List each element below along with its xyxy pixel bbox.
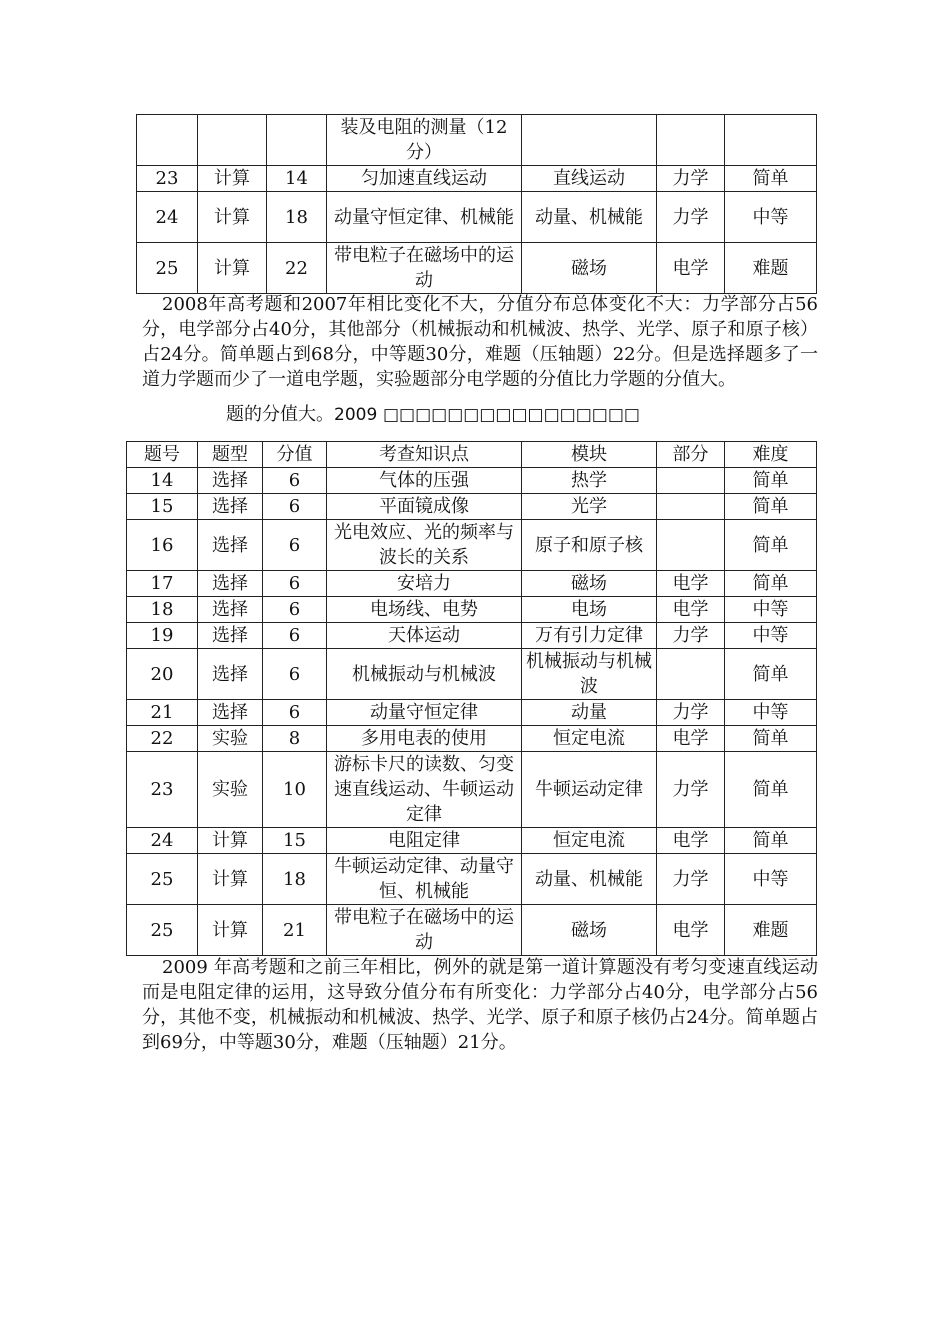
table-cell: 10 xyxy=(263,752,327,828)
table-cell xyxy=(657,649,725,700)
table-cell: 17 xyxy=(127,571,198,597)
table-cell: 18 xyxy=(263,854,327,905)
table-cell: 6 xyxy=(263,520,327,571)
table-row xyxy=(127,571,817,597)
table-cell: 25 xyxy=(127,905,198,956)
table-cell: 光学 xyxy=(522,494,657,520)
table-row xyxy=(127,597,817,623)
table-cell: 计算 xyxy=(198,192,267,243)
table-cell: 带电粒子在磁场中的运动 xyxy=(327,905,522,956)
table-cell xyxy=(725,115,817,166)
table-row xyxy=(127,700,817,726)
table-cell: 20 xyxy=(127,649,198,700)
table-row xyxy=(137,243,817,294)
table-cell: 6 xyxy=(263,468,327,494)
table-cell: 天体运动 xyxy=(327,623,522,649)
table-cell: 安培力 xyxy=(327,571,522,597)
table-cell: 电场 xyxy=(522,597,657,623)
table-row xyxy=(137,192,817,243)
table-cell: 计算 xyxy=(198,828,263,854)
table-cell: 简单 xyxy=(725,752,817,828)
table-cell: 磁场 xyxy=(522,243,657,294)
table-cell: 中等 xyxy=(725,700,817,726)
table-cell: 选择 xyxy=(198,597,263,623)
table-cell: 中等 xyxy=(725,623,817,649)
table-cell: 18 xyxy=(267,192,327,243)
table-cell: 力学 xyxy=(657,623,725,649)
table-cell: 动量、机械能 xyxy=(522,854,657,905)
table-cell: 题号 xyxy=(127,442,198,468)
table-cell: 动量守恒定律 xyxy=(327,700,522,726)
table-cell: 动量、机械能 xyxy=(522,192,657,243)
table-cell: 动量守恒定律、机械能 xyxy=(327,192,522,243)
table-cell: 6 xyxy=(263,597,327,623)
table-row xyxy=(127,905,817,956)
table-cell: 22 xyxy=(127,726,198,752)
table-cell: 计算 xyxy=(198,905,263,956)
table-cell: 6 xyxy=(263,623,327,649)
table-cell: 题型 xyxy=(198,442,263,468)
table-cell xyxy=(657,520,725,571)
table-cell: 电学 xyxy=(657,828,725,854)
table-cell: 14 xyxy=(127,468,198,494)
table-cell: 简单 xyxy=(725,494,817,520)
table-cell: 难题 xyxy=(725,243,817,294)
table-row xyxy=(127,520,817,571)
table-cell: 部分 xyxy=(657,442,725,468)
table-cell: 选择 xyxy=(198,571,263,597)
table-cell: 19 xyxy=(127,623,198,649)
table-cell: 平面镜成像 xyxy=(327,494,522,520)
table-cell xyxy=(522,115,657,166)
table-cell: 22 xyxy=(267,243,327,294)
table-cell: 14 xyxy=(267,166,327,192)
analysis-paragraph-2008: 2008年高考题和2007年相比变化不大，分值分布总体变化不大：力学部分占56分，电学部分占40分，其他部分（机械振动和机械波、热学、光学、原子和原子核）占24分。简单题占到68分，中等题30分，难题（压轴题）22分。但是选择题多了一道力学题而少了一道电学题，实验题部分电学题的分值比力学题的分值大。 xyxy=(142,294,818,390)
table-cell: 牛顿运动定律 xyxy=(522,752,657,828)
score-table-2008-continued xyxy=(136,114,817,294)
table-cell: 21 xyxy=(263,905,327,956)
table-cell: 万有引力定律 xyxy=(522,623,657,649)
table-cell: 气体的压强 xyxy=(327,468,522,494)
table-cell: 多用电表的使用 xyxy=(327,726,522,752)
table-cell: 23 xyxy=(137,166,198,192)
table-cell: 简单 xyxy=(725,571,817,597)
table-cell: 中等 xyxy=(725,854,817,905)
table-cell: 选择 xyxy=(198,520,263,571)
table-cell xyxy=(657,494,725,520)
table-cell: 选择 xyxy=(198,700,263,726)
table-cell: 选择 xyxy=(198,494,263,520)
table-cell xyxy=(137,115,198,166)
table-cell: 16 xyxy=(127,520,198,571)
table-cell: 电场线、电势 xyxy=(327,597,522,623)
table-cell: 热学 xyxy=(522,468,657,494)
table-cell: 机械振动与机械波 xyxy=(327,649,522,700)
table-cell: 机械振动与机械波 xyxy=(522,649,657,700)
table-cell: 计算 xyxy=(198,854,263,905)
table-cell: 电学 xyxy=(657,243,725,294)
table-cell: 计算 xyxy=(198,243,267,294)
table-cell: 匀加速直线运动 xyxy=(327,166,522,192)
table-cell: 24 xyxy=(137,192,198,243)
table-cell: 23 xyxy=(127,752,198,828)
table-cell: 模块 xyxy=(522,442,657,468)
table-cell: 难题 xyxy=(725,905,817,956)
table-row xyxy=(127,494,817,520)
table-row xyxy=(127,726,817,752)
table-cell: 力学 xyxy=(657,752,725,828)
table-cell: 电学 xyxy=(657,597,725,623)
table-cell: 25 xyxy=(137,243,198,294)
table-cell: 动量 xyxy=(522,700,657,726)
table-cell: 15 xyxy=(263,828,327,854)
table-cell: 电阻定律 xyxy=(327,828,522,854)
table-cell: 计算 xyxy=(198,166,267,192)
score-table-2009 xyxy=(126,441,817,956)
table-cell xyxy=(657,468,725,494)
table-cell: 力学 xyxy=(657,700,725,726)
table-2009-intro: 题的分值大。2009 □□□□□□□□□□□□□□□□ xyxy=(226,404,640,425)
table-cell: 简单 xyxy=(725,828,817,854)
table-cell: 力学 xyxy=(657,854,725,905)
table-cell: 6 xyxy=(263,700,327,726)
table-row xyxy=(127,649,817,700)
table-row xyxy=(127,854,817,905)
table-cell: 选择 xyxy=(198,468,263,494)
table-cell xyxy=(198,115,267,166)
table-header-row xyxy=(127,442,817,468)
table-cell: 磁场 xyxy=(522,905,657,956)
table-cell: 直线运动 xyxy=(522,166,657,192)
table-cell: 力学 xyxy=(657,192,725,243)
table-cell: 游标卡尺的读数、匀变速直线运动、牛顿运动定律 xyxy=(327,752,522,828)
table-cell: 光电效应、光的频率与波长的关系 xyxy=(327,520,522,571)
table-cell: 考查知识点 xyxy=(327,442,522,468)
table-cell xyxy=(267,115,327,166)
table-row xyxy=(137,115,817,166)
table-cell: 力学 xyxy=(657,166,725,192)
table-cell: 21 xyxy=(127,700,198,726)
table-cell: 牛顿运动定律、动量守恒、机械能 xyxy=(327,854,522,905)
table-cell: 简单 xyxy=(725,520,817,571)
table-cell xyxy=(657,115,725,166)
table-cell: 18 xyxy=(127,597,198,623)
table-cell: 简单 xyxy=(725,649,817,700)
table-cell: 分值 xyxy=(263,442,327,468)
table-row xyxy=(137,166,817,192)
table-cell: 磁场 xyxy=(522,571,657,597)
table-cell: 6 xyxy=(263,494,327,520)
table-row xyxy=(127,623,817,649)
table-cell: 实验 xyxy=(198,752,263,828)
table-cell: 恒定电流 xyxy=(522,726,657,752)
table-cell: 电学 xyxy=(657,571,725,597)
table-cell: 难度 xyxy=(725,442,817,468)
table-cell: 恒定电流 xyxy=(522,828,657,854)
table-cell: 6 xyxy=(263,649,327,700)
table-cell: 中等 xyxy=(725,192,817,243)
table-cell: 25 xyxy=(127,854,198,905)
table-cell: 简单 xyxy=(725,468,817,494)
table-cell: 简单 xyxy=(725,166,817,192)
table-cell: 原子和原子核 xyxy=(522,520,657,571)
table-cell: 装及电阻的测量（12分） xyxy=(327,115,522,166)
table-cell: 带电粒子在磁场中的运动 xyxy=(327,243,522,294)
table-row xyxy=(127,828,817,854)
table-row xyxy=(127,752,817,828)
table-cell: 24 xyxy=(127,828,198,854)
table-cell: 6 xyxy=(263,571,327,597)
table-cell: 8 xyxy=(263,726,327,752)
table-cell: 实验 xyxy=(198,726,263,752)
table-cell: 电学 xyxy=(657,726,725,752)
analysis-paragraph-2009: 2009 年高考题和之前三年相比，例外的就是第一道计算题没有考匀变速直线运动而是电阻定律的运用，这导致分值分布有所变化：力学部分占40分，电学部分占56分，其他不变，机械振动和机械波、热学、光学、原子和原子核仍占24分。简单题占到69分，中等题30分，难题（压轴题）21分。 xyxy=(142,957,818,1053)
table-cell: 选择 xyxy=(198,649,263,700)
table-cell: 电学 xyxy=(657,905,725,956)
table-cell: 中等 xyxy=(725,597,817,623)
table-cell: 15 xyxy=(127,494,198,520)
table-cell: 简单 xyxy=(725,726,817,752)
table-cell: 选择 xyxy=(198,623,263,649)
table-row xyxy=(127,468,817,494)
